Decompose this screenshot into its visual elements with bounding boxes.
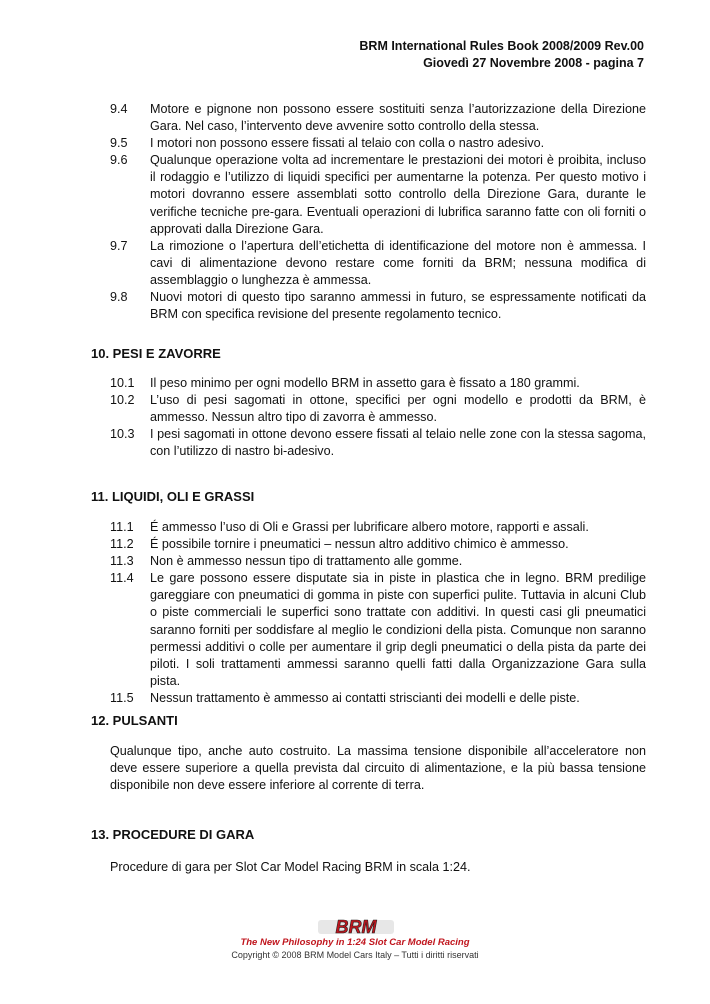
rule-item xyxy=(110,570,646,690)
rule-number: 9.6 xyxy=(110,153,128,168)
rule-text: Qualunque operazione volta ad incrementare le prestazioni dei motori è proibita, incluso il rodaggio e l’utilizzo di liquidi specifici per aumentarne la potenza. Per questo motivo i motori dovranno essere assemblati sotto controllo della Direzione Gara, durante le verifiche tecniche pre-gara. Eventuali operazioni di lubrifica saranno fatte con oli forniti o approvati dalla Direzione Gara. xyxy=(150,153,646,236)
rule-number: 10.3 xyxy=(110,427,135,442)
section-13-paragraph: Procedure di gara per Slot Car Model Racing BRM in scala 1:24. xyxy=(110,860,471,874)
header-date-page: Giovedì 27 Novembre 2008 - pagina 7 xyxy=(423,56,644,70)
header-title: BRM International Rules Book 2008/2009 Rev.00 xyxy=(359,39,644,53)
rule-text: Nuovi motori di questo tipo saranno ammessi in futuro, se espressamente notificati da BRM con specifica revisione del presente regolamento tecnico. xyxy=(150,290,646,322)
rule-text: Nessun trattamento è ammesso ai contatti striscianti dei modelli e delle piste. xyxy=(150,690,580,705)
rule-text: Il peso minimo per ogni modello BRM in assetto gara è fissato a 180 grammi. xyxy=(150,376,580,390)
rule-number: 9.7 xyxy=(110,238,128,253)
rule-number: 9.4 xyxy=(110,102,128,116)
rule-number: 9.8 xyxy=(110,290,128,305)
section-12-heading: 12. PULSANTI xyxy=(91,713,178,728)
brm-logo-text: BRM xyxy=(335,917,377,937)
rule-text: É possibile tornire i pneumatici – nessun altro additivo chimico è ammesso. xyxy=(150,537,569,552)
brm-logo xyxy=(318,917,394,937)
section-9-list xyxy=(110,101,646,323)
footer-tagline: The New Philosophy in 1:24 Slot Car Model Racing xyxy=(240,937,470,948)
footer-copyright: Copyright © 2008 BRM Model Cars Italy – Tutti i diritti riservati xyxy=(231,950,479,960)
rule-text: I pesi sagomati in ottone devono essere fissati al telaio nelle zone con la stessa sagoma, con l’utilizzo di nastro bi-adesivo. xyxy=(150,427,646,459)
rule-number: 11.4 xyxy=(110,571,134,586)
page-header xyxy=(359,38,644,72)
rule-item xyxy=(110,135,646,152)
rule-item xyxy=(110,536,646,553)
rule-text: I motori non possono essere fissati al telaio con colla o nastro adesivo. xyxy=(150,136,545,151)
rule-text: Motore e pignone non possono essere sostituiti senza l’autorizzazione della Direzione Gara. Nel caso, l’intervento deve avvenire sotto controllo della stessa. xyxy=(150,102,646,134)
rule-item xyxy=(110,375,646,392)
rule-text: É ammesso l’uso di Oli e Grassi per lubrificare albero motore, rapporti e assali. xyxy=(150,520,589,534)
section-13-heading: 13. PROCEDURE DI GARA xyxy=(91,827,255,842)
section-10-heading: 10. PESI E ZAVORRE xyxy=(91,346,221,361)
rule-number: 9.5 xyxy=(110,136,128,151)
rule-item xyxy=(110,519,646,536)
rule-text: Le gare possono essere disputate sia in piste in plastica che in legno. BRM predilige gareggiare con pneumatici di gomma in piste con superfici pulite. Tuttavia in alcuni Club o piste commerciali le superfici sono trattate con additivi. In questi casi gli pneumatici saranno forniti per soddisfare al meglio le condizioni della pista. Comunque non saranno permessi additivi o colle per aumentare il grip degli pneumatici o della pista da parte dei piloti. I soli trattamenti ammessi saranno quelli fatti dalla Organizzazione Gara sulla pista. xyxy=(150,571,646,688)
rule-item xyxy=(110,690,646,707)
rule-number: 11.1 xyxy=(110,520,134,534)
rule-item xyxy=(110,101,646,135)
rule-number: 11.5 xyxy=(110,690,134,705)
rule-item xyxy=(110,238,646,289)
rule-item xyxy=(110,392,646,426)
rule-text: Non è ammesso nessun tipo di trattamento alle gomme. xyxy=(150,554,463,569)
section-12-paragraph: Qualunque tipo, anche auto costruito. La massima tensione disponibile all’acceleratore non deve essere superiore a quella prevista dal circuito di alimentazione, e la più bassa tensione disponibile non deve essere inferiore al corrente di terra. xyxy=(110,744,646,793)
rule-item xyxy=(110,152,646,237)
rule-item xyxy=(110,553,646,570)
rule-number: 11.3 xyxy=(110,554,134,569)
rule-item xyxy=(110,289,646,323)
section-11-list xyxy=(110,519,646,707)
rule-number: 10.1 xyxy=(110,376,135,390)
section-10-list xyxy=(110,375,646,460)
rule-number: 11.2 xyxy=(110,537,134,552)
rule-text: L’uso di pesi sagomati in ottone, specifici per ogni modello e prodotti da BRM, è ammesso. Nessun altro tipo di zavorra è ammesso. xyxy=(150,393,646,425)
section-11-heading: 11. LIQUIDI, OLI E GRASSI xyxy=(91,489,255,504)
rule-number: 10.2 xyxy=(110,393,135,408)
rule-item xyxy=(110,426,646,460)
rule-text: La rimozione o l’apertura dell’etichetta di identificazione del motore non è ammessa. I cavi di alimentazione devono restare come forniti da BRM; nessuna modifica di assemblaggio o lunghezza è ammessa. xyxy=(150,238,646,287)
